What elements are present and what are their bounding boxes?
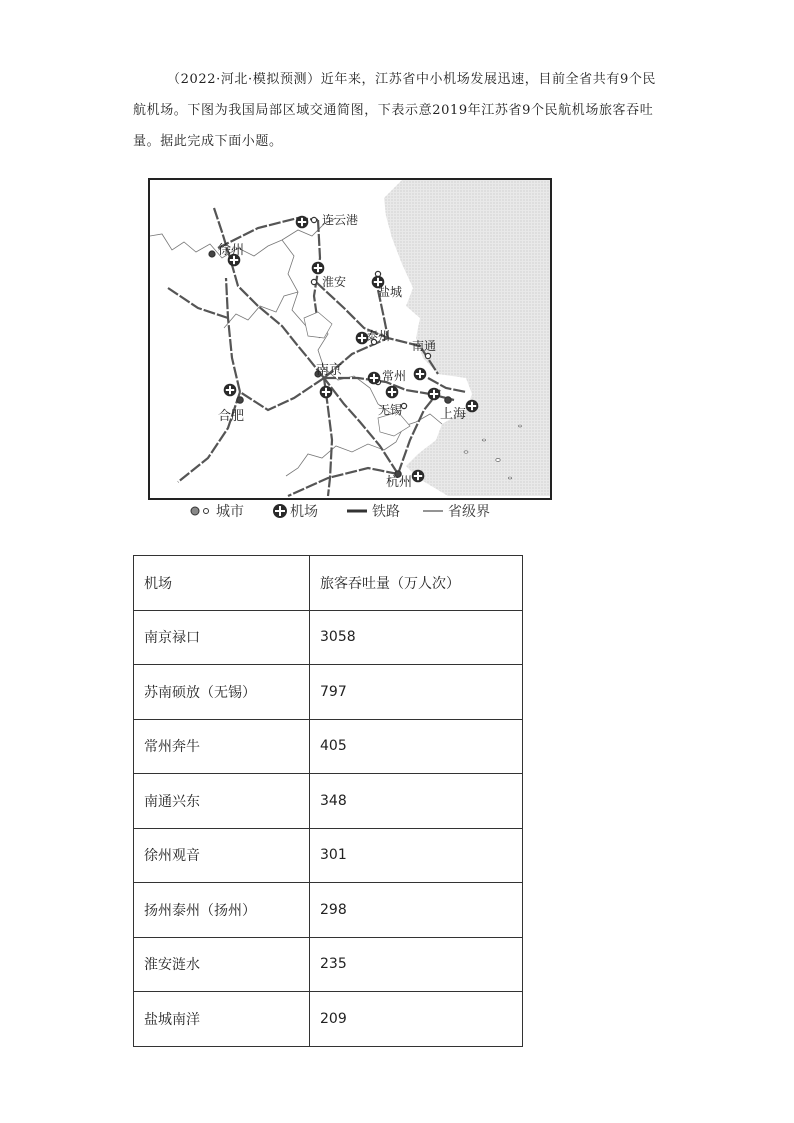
header-passengers: 旅客吞吐量（万人次） [310, 556, 523, 611]
airport-name: 徐州观音 [134, 828, 310, 883]
legend-railway-icon [346, 506, 368, 516]
legend-boundary-label: 省级界 [448, 504, 490, 520]
airport-icon [320, 386, 333, 399]
city-label-huaian: 淮安 [322, 275, 347, 289]
airport-icon [412, 470, 425, 483]
airport-name: 南通兴东 [134, 774, 310, 829]
question-source: （2022·河北·模拟预测） [167, 72, 321, 87]
airport-icon [368, 372, 381, 385]
passenger-count: 797 [310, 665, 523, 720]
question-text: 近年来，江苏省中小机场发展迅速，目前全省共有9个民航机场。下图为我国局部区域交通简图，下表示意2019年江苏省9个民航机场旅客吞吐量。据此完成下面小题。 [133, 72, 657, 149]
map-legend [190, 500, 530, 522]
airport-icon [428, 388, 441, 401]
airport-icon [296, 216, 309, 229]
city-dot-xuzhou [209, 251, 215, 257]
airport-icon [386, 386, 399, 399]
legend-airport-icon [272, 503, 288, 519]
legend-city-icon [190, 505, 214, 517]
airport-name: 扬州泰州（扬州） [134, 883, 310, 938]
legend-city-label: 城市 [216, 504, 244, 520]
city-dot-shanghai [445, 397, 451, 403]
table-row [134, 937, 523, 992]
airport-icon [312, 262, 325, 275]
airport-icon [224, 384, 237, 397]
legend-airport-label: 机场 [290, 504, 318, 520]
airport-name: 苏南硕放（无锡） [134, 665, 310, 720]
city-label-changzhou: 常州 [382, 369, 407, 383]
table-row [134, 828, 523, 883]
airport-icon [414, 368, 427, 381]
city-label-taizhou: 泰州 [366, 329, 391, 343]
table-row [134, 992, 523, 1047]
header-airport: 机场 [134, 556, 310, 611]
city-dot-nantong [425, 353, 430, 358]
passenger-count: 405 [310, 719, 523, 774]
airport-name: 南京禄口 [134, 610, 310, 665]
city-dot-hefei [237, 397, 243, 403]
airport-name: 盐城南洋 [134, 992, 310, 1047]
table-row [134, 610, 523, 665]
table-header-row [134, 556, 523, 611]
passenger-count: 235 [310, 937, 523, 992]
passenger-count: 348 [310, 774, 523, 829]
transport-map [148, 178, 552, 500]
table-row [134, 774, 523, 829]
airport-name: 淮安涟水 [134, 937, 310, 992]
city-label-shanghai: 上海 [440, 407, 467, 422]
table-row [134, 719, 523, 774]
question-intro [133, 64, 663, 157]
table-row [134, 665, 523, 720]
airport-name: 常州奔牛 [134, 719, 310, 774]
city-label-wuxi: 无锡 [378, 403, 403, 417]
passenger-count: 298 [310, 883, 523, 938]
city-label-lianyungang: 连云港 [322, 213, 359, 227]
sea-area [384, 179, 550, 496]
legend-railway-label: 铁路 [372, 504, 400, 520]
city-label-hefei: 合肥 [218, 409, 245, 424]
city-label-hangzhou: 杭州 [386, 475, 413, 490]
city-label-xuzhou: 徐州 [218, 243, 245, 258]
city-label-nanjing: 南京 [316, 363, 343, 378]
city-dot-wuxi [401, 403, 406, 408]
province-boundaries [150, 218, 442, 476]
city-label-nantong: 南通 [412, 339, 437, 353]
passenger-count: 301 [310, 828, 523, 883]
airport-icon [466, 400, 479, 413]
city-dot-huaian [311, 279, 316, 284]
passenger-count: 3058 [310, 610, 523, 665]
airport-passenger-table [133, 555, 523, 1047]
passenger-count: 209 [310, 992, 523, 1047]
city-label-yancheng: 盐城 [378, 285, 403, 299]
city-dot-lianyungang [311, 217, 316, 222]
table-row [134, 883, 523, 938]
legend-boundary-icon [422, 506, 444, 516]
